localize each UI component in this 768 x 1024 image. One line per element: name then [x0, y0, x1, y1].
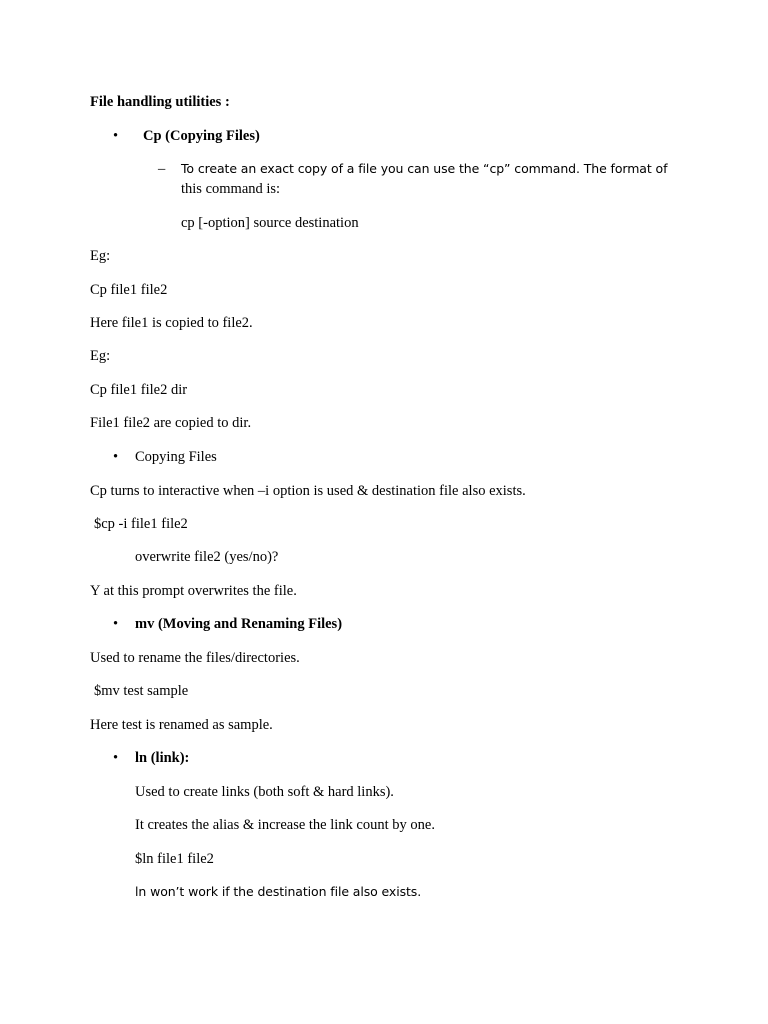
- example-result: File1 file2 are copied to dir.: [90, 415, 252, 431]
- bullet-icon: •: [113, 750, 119, 766]
- mv-description: Used to rename the files/directories.: [90, 650, 300, 666]
- bullet-icon: •: [113, 449, 119, 465]
- example-command: Cp file1 file2: [90, 282, 168, 298]
- dash-icon: –: [158, 161, 166, 177]
- example-result: Here file1 is copied to file2.: [90, 315, 253, 331]
- ln-command: $ln file1 file2: [135, 851, 214, 867]
- mv-result: Here test is renamed as sample.: [90, 717, 273, 733]
- example-label: Eg:: [90, 248, 111, 264]
- cp-description-line1: To create an exact copy of a file you can use the “cp” command. The format of: [181, 161, 668, 176]
- mv-section-title: mv (Moving and Renaming Files): [135, 616, 343, 632]
- copying-files-item: Copying Files: [135, 449, 217, 465]
- example-label: Eg:: [90, 348, 111, 364]
- cp-section-title: Cp (Copying Files): [143, 128, 260, 144]
- interactive-prompt: overwrite file2 (yes/no)?: [135, 549, 279, 565]
- bullet-icon: •: [113, 128, 119, 144]
- bullet-icon: •: [113, 616, 119, 632]
- ln-alias-description: It creates the alias & increase the link count by one.: [135, 817, 435, 833]
- interactive-result: Y at this prompt overwrites the file.: [90, 583, 297, 599]
- ln-note: ln won’t work if the destination file also exists.: [135, 884, 422, 899]
- cp-description-line2: this command is:: [181, 181, 281, 197]
- mv-command: $mv test sample: [94, 683, 189, 699]
- interactive-description: Cp turns to interactive when –i option is used & destination file also exists.: [90, 483, 526, 499]
- ln-description: Used to create links (both soft & hard links).: [135, 784, 394, 800]
- example-command: Cp file1 file2 dir: [90, 382, 188, 398]
- interactive-command: $cp -i file1 file2: [94, 516, 188, 532]
- cp-syntax: cp [-option] source destination: [181, 215, 359, 231]
- ln-section-title: ln (link):: [135, 750, 190, 766]
- page-heading: File handling utilities :: [90, 94, 230, 110]
